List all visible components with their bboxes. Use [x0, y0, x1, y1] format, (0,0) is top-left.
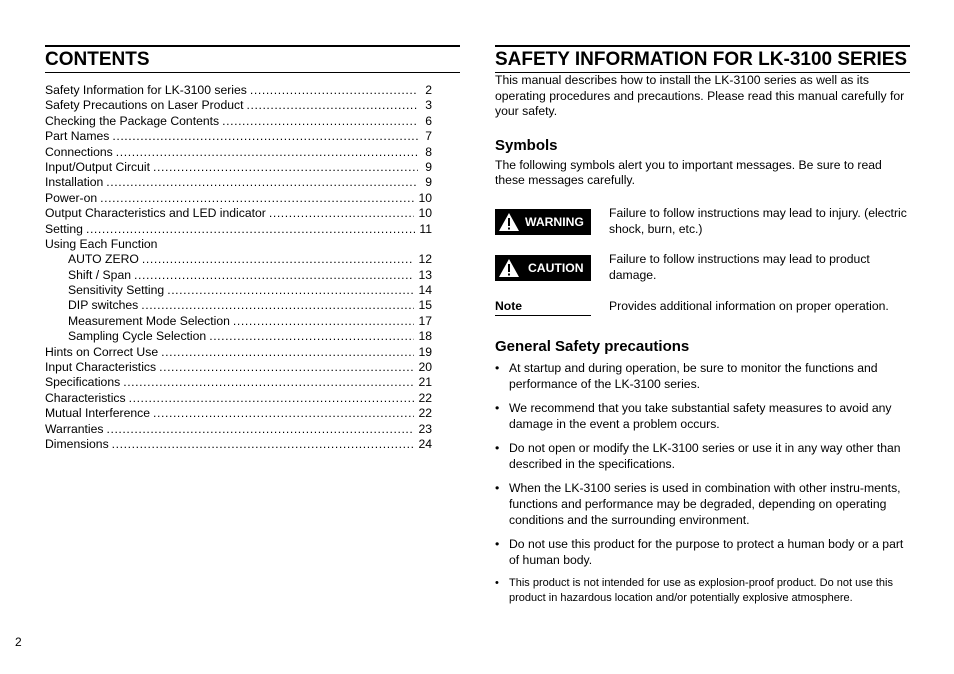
contents-title: CONTENTS: [45, 45, 460, 73]
list-item: • This product is not intended for use as explosion-proof product. Do not use this product in hazardous location and/or potentially explosive atmosphere.: [495, 576, 910, 607]
list-item: • When the LK-3100 series is used in combination with other instru-ments, functions and performance may be degraded, depending on operating conditions and the surrounding environment.: [495, 480, 910, 528]
toc-entry[interactable]: Safety Information for LK-3100 series ..... 2: [45, 83, 432, 98]
symbols-intro: The following symbols alert you to important messages. Be sure to read these messages carefully.: [495, 157, 882, 187]
caution-label: CAUTION: [528, 260, 584, 275]
warning-row: [495, 205, 910, 237]
note-text: Provides additional information on proper operation.: [609, 298, 889, 313]
warning-label: WARNING: [525, 214, 584, 229]
caution-row: [495, 251, 910, 283]
caution-badge: [495, 255, 591, 281]
page-number: 2: [15, 635, 22, 649]
list-item: • At startup and during operation, be sure to monitor the functions and performance of the LK-3100 series.: [495, 360, 910, 392]
warning-triangle-icon: [498, 212, 520, 232]
toc-entry[interactable]: Specifications ..... 21: [45, 375, 432, 390]
toc-entry[interactable]: Hints on Correct Use ..... 19: [45, 345, 432, 360]
safety-column: [495, 45, 910, 615]
toc-subentry[interactable]: DIP switches ..... 15: [45, 298, 432, 313]
caution-triangle-icon: [498, 258, 520, 278]
toc-entry[interactable]: Safety Precautions on Laser Product ..... 3: [45, 98, 432, 113]
toc-list: [45, 83, 460, 452]
warning-badge: [495, 209, 591, 235]
toc-section-heading[interactable]: Using Each Function: [45, 236, 158, 251]
toc-entry[interactable]: Setting ..... 11: [45, 222, 432, 237]
toc-entry[interactable]: Checking the Package Contents ..... 6: [45, 114, 432, 129]
contents-column: [45, 45, 460, 452]
toc-entry[interactable]: Dimensions ..... 24: [45, 437, 432, 452]
toc-entry[interactable]: Power-on ..... 10: [45, 191, 432, 206]
toc-entry[interactable]: Warranties ..... 23: [45, 422, 432, 437]
list-item: • We recommend that you take substantial safety measures to avoid any damage in the event a problem occurs.: [495, 400, 910, 432]
toc-entry[interactable]: Output Characteristics and LED indicator ..... 10: [45, 206, 432, 221]
warning-text: Failure to follow instructions may lead to injury. (electric shock, burn, etc.): [609, 205, 907, 236]
toc-entry[interactable]: Characteristics ..... 22: [45, 391, 432, 406]
symbols-heading: Symbols: [495, 136, 558, 154]
safety-intro: This manual describes how to install the LK-3100 series as well as its operating procedures and precautions. Please read this manual carefully for your safety.: [495, 73, 905, 118]
toc-entry[interactable]: Part Names ..... 7: [45, 129, 432, 144]
toc-subentry[interactable]: Sensitivity Setting ..... 14: [45, 283, 432, 298]
toc-subentry[interactable]: Shift / Span ..... 13: [45, 268, 432, 283]
toc-entry[interactable]: Mutual Interference ..... 22: [45, 406, 432, 421]
list-item: • Do not open or modify the LK-3100 series or use it in any way other than described in the specifications.: [495, 440, 910, 472]
toc-entry[interactable]: Input Characteristics ..... 20: [45, 360, 432, 375]
general-precautions-heading: General Safety precautions: [495, 337, 690, 355]
list-item: • Do not use this product for the purpose to protect a human body or a part of human body.: [495, 536, 910, 568]
note-label: Note: [495, 299, 591, 316]
precautions-list: [495, 360, 910, 607]
toc-entry[interactable]: Input/Output Circuit ..... 9: [45, 160, 432, 175]
toc-subentry[interactable]: Sampling Cycle Selection ..... 18: [45, 329, 432, 344]
toc-entry[interactable]: Installation ..... 9: [45, 175, 432, 190]
note-row: [495, 298, 910, 316]
toc-subentry[interactable]: AUTO ZERO ..... 12: [45, 252, 432, 267]
toc-subentry[interactable]: Measurement Mode Selection ..... 17: [45, 314, 432, 329]
safety-title: SAFETY INFORMATION FOR LK-3100 SERIES: [495, 45, 910, 73]
toc-entry[interactable]: Connections ..... 8: [45, 145, 432, 160]
caution-text: Failure to follow instructions may lead to product damage.: [609, 251, 870, 282]
